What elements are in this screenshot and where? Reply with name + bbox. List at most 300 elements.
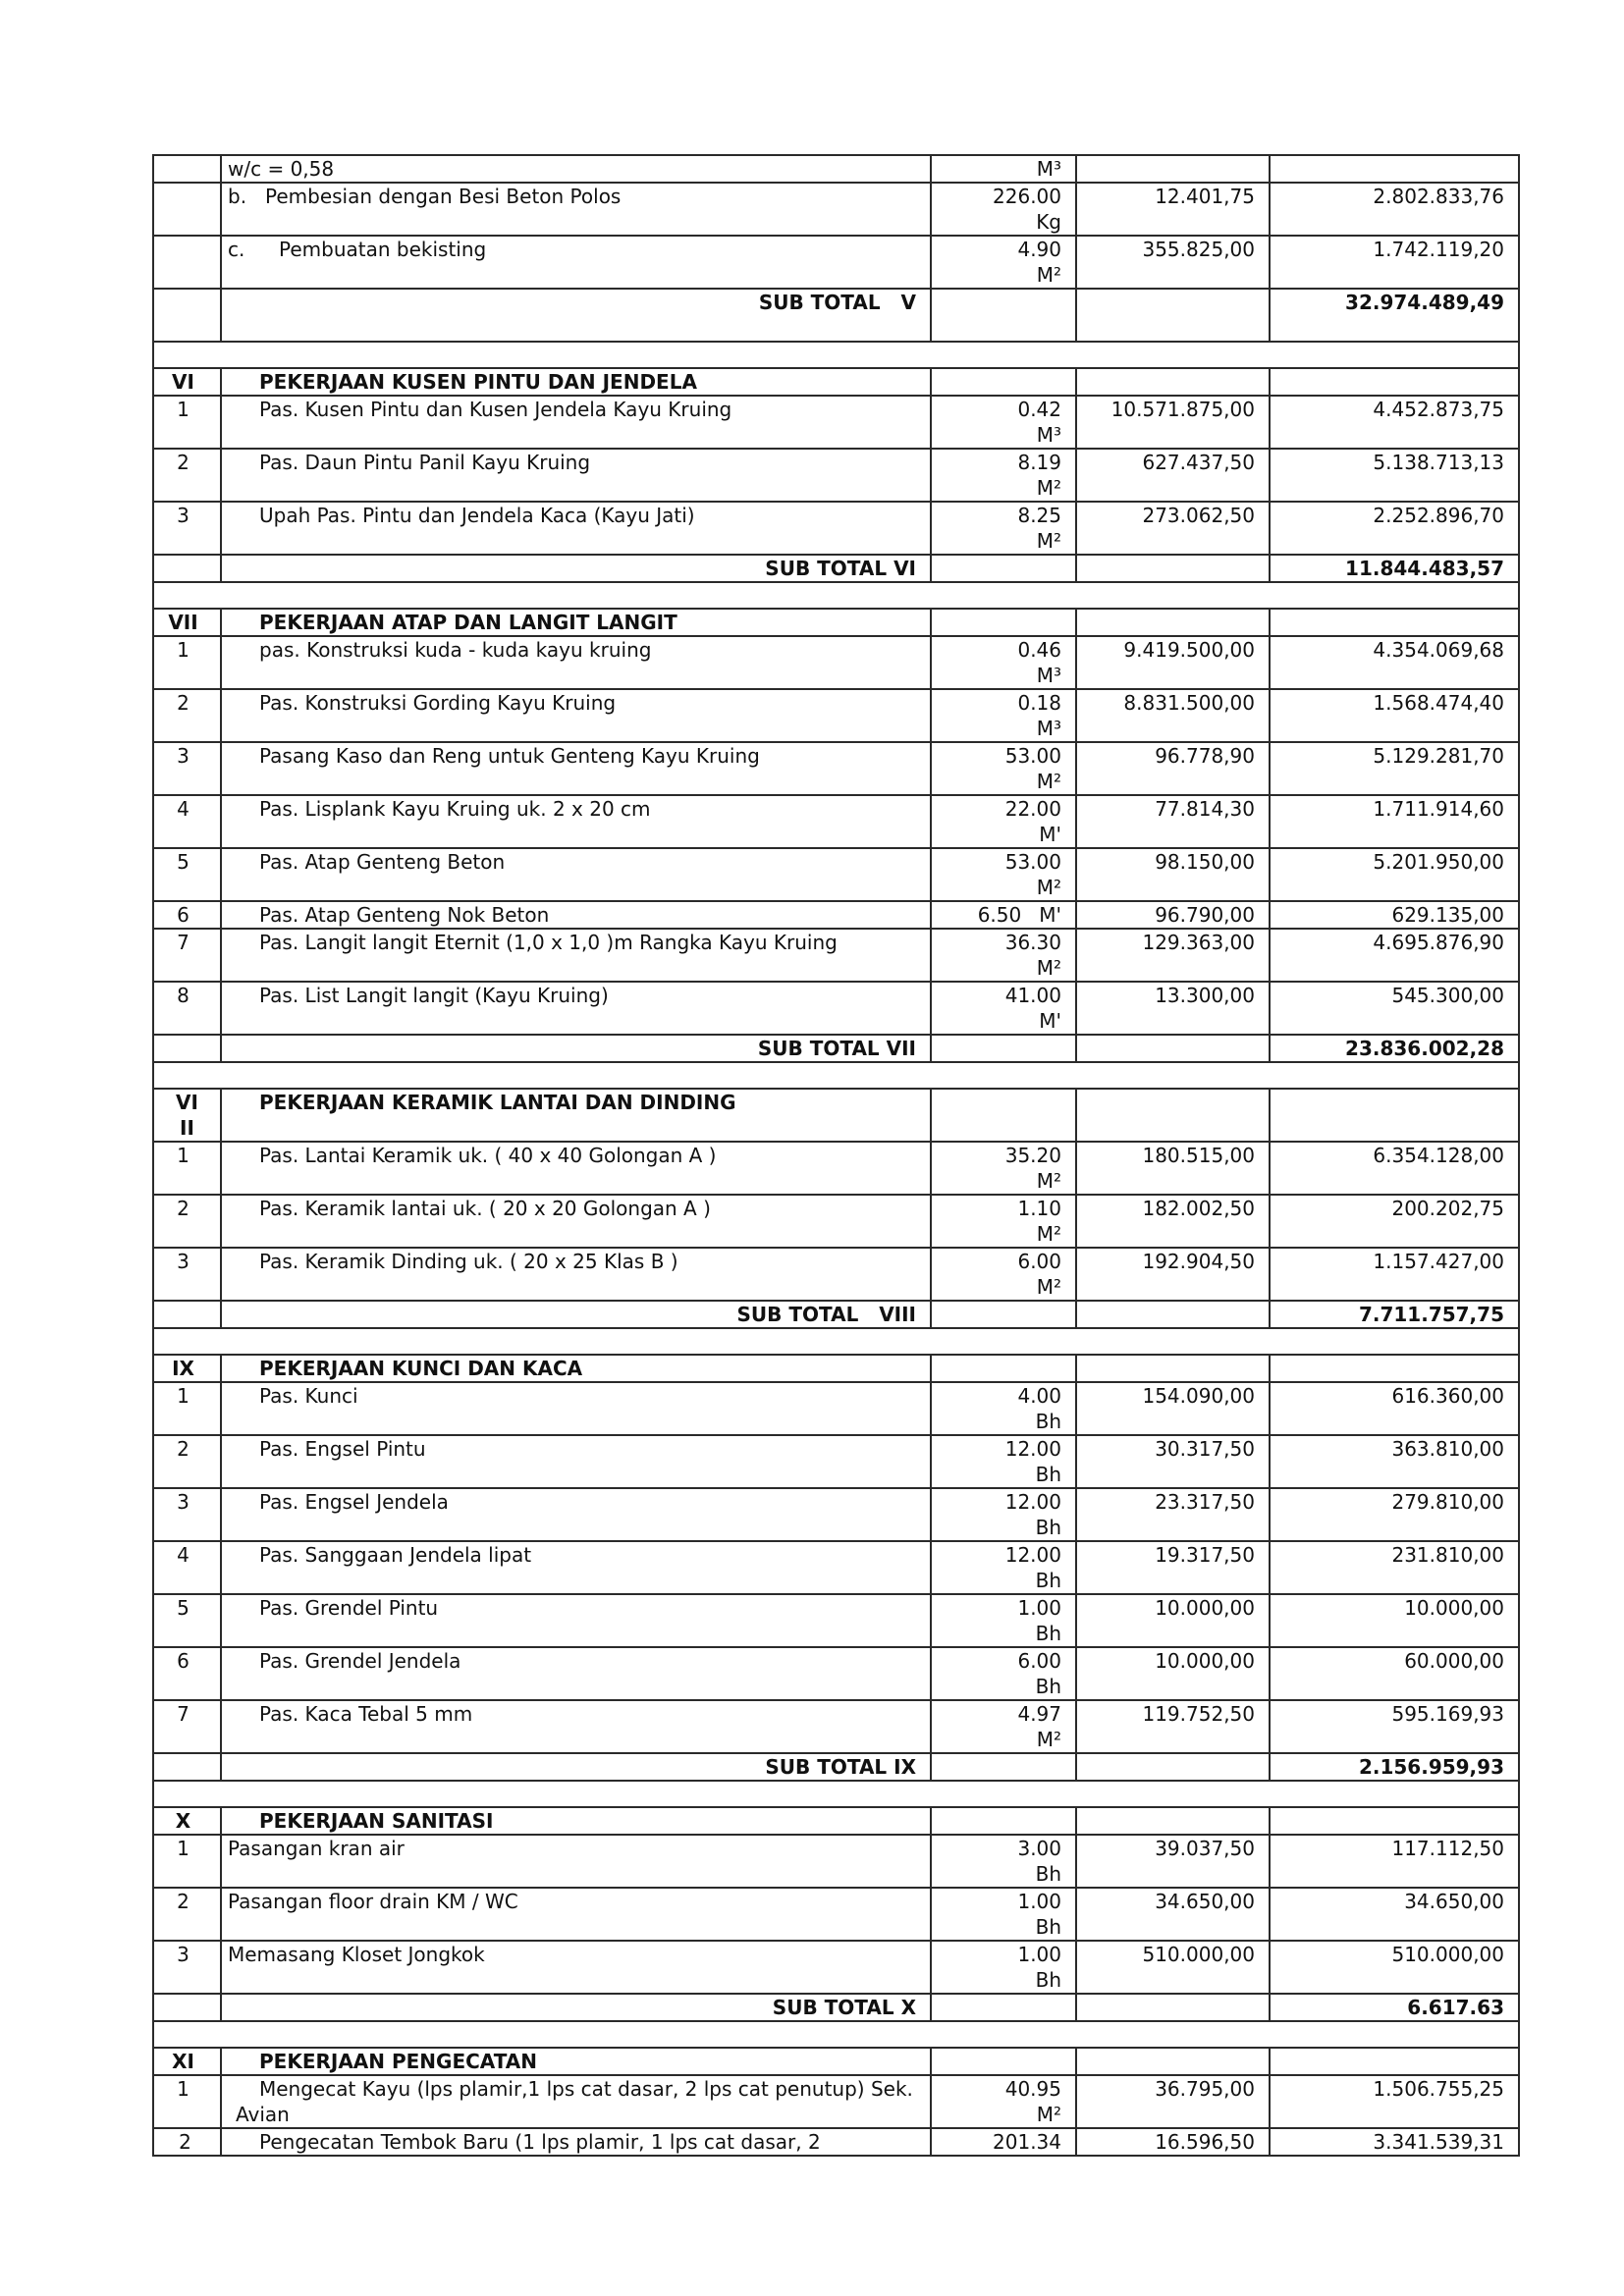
section-number: VIII [153, 1089, 221, 1142]
item-volume-value: 53.00 [1004, 850, 1061, 874]
empty-cell [931, 555, 1076, 582]
empty-cell [153, 1035, 221, 1062]
subtotal-row [153, 289, 1519, 342]
item-volume-value: 0.46 [1017, 638, 1061, 662]
item-volume [931, 449, 1076, 502]
item-number: 6 [153, 901, 221, 929]
subtotal-label: SUB TOTAL X [221, 1994, 931, 2021]
item-total: 10.000,00 [1270, 1594, 1519, 1647]
item-number: 7 [153, 1700, 221, 1753]
item-volume-value: 35.20 [1004, 1144, 1061, 1167]
item-total: 279.810,00 [1270, 1488, 1519, 1541]
empty-cell [931, 368, 1076, 396]
table-row [153, 183, 1519, 236]
subtotal-value: 7.711.757,75 [1270, 1301, 1519, 1328]
item-volume-value: 226.00 [993, 185, 1061, 208]
item-unit-price: 96.790,00 [1076, 901, 1270, 929]
item-volume [931, 1435, 1076, 1488]
empty-cell [1076, 1753, 1270, 1781]
empty-cell [1076, 1994, 1270, 2021]
section-header-row [153, 1355, 1519, 1382]
empty-cell [1076, 1089, 1270, 1142]
item-total: 545.300,00 [1270, 982, 1519, 1035]
item-unit-price: 192.904,50 [1076, 1248, 1270, 1301]
item-unit-price: 154.090,00 [1076, 1382, 1270, 1435]
empty-cell [153, 289, 221, 342]
item-total [1270, 155, 1519, 183]
item-volume-value: 12.00 [1004, 1543, 1061, 1567]
item-number: 2 [153, 1195, 221, 1248]
item-description: Pas. Engsel Jendela [221, 1488, 931, 1541]
item-total: 5.138.713,13 [1270, 449, 1519, 502]
empty-cell [1076, 1355, 1270, 1382]
item-unit: M² [1036, 1222, 1061, 1246]
empty-cell [931, 609, 1076, 636]
item-number: 3 [153, 742, 221, 795]
item-total: 34.650,00 [1270, 1888, 1519, 1941]
item-unit: M² [1036, 1728, 1061, 1751]
table-row [153, 1594, 1519, 1647]
item-volume-value: 4.97 [1017, 1702, 1061, 1726]
item-unit: M³ [1036, 717, 1061, 740]
table-row [153, 1941, 1519, 1994]
spacer-row [153, 342, 1519, 368]
item-volume-value: 201.34 [993, 2130, 1061, 2154]
item-description: Pas. Langit langit Eternit (1,0 x 1,0 )m Rangka Kayu Kruing [221, 929, 931, 982]
table-row [153, 929, 1519, 982]
item-number: 1 [153, 2075, 221, 2128]
subtotal-value: 6.617.63 [1270, 1994, 1519, 2021]
item-unit: M' [1039, 823, 1061, 846]
empty-cell [1270, 2048, 1519, 2075]
table-row [153, 155, 1519, 183]
item-number: 2 [153, 1435, 221, 1488]
item-volume [931, 795, 1076, 848]
item-volume-value: 6.50 [977, 903, 1022, 927]
item-volume-value: 1.00 [1017, 1890, 1061, 1913]
item-volume-value: 4.90 [1017, 238, 1061, 261]
item-volume [931, 929, 1076, 982]
item-unit-price: 39.037,50 [1076, 1835, 1270, 1888]
section-number: VII [153, 609, 221, 636]
item-description: pas. Konstruksi kuda - kuda kayu kruing [221, 636, 931, 689]
item-unit-price: 34.650,00 [1076, 1888, 1270, 1941]
empty-cell [931, 1355, 1076, 1382]
item-description [221, 183, 931, 236]
item-unit: Kg [1036, 210, 1061, 234]
item-unit-price [1076, 155, 1270, 183]
item-unit-price: 10.000,00 [1076, 1594, 1270, 1647]
item-unit: M² [1036, 1169, 1061, 1193]
item-unit-price: 96.778,90 [1076, 742, 1270, 795]
item-unit-price: 129.363,00 [1076, 929, 1270, 982]
item-volume [931, 636, 1076, 689]
subtotal-label: SUB TOTAL VII [221, 1035, 931, 1062]
empty-cell [931, 2048, 1076, 2075]
item-volume-value: 22.00 [1004, 797, 1061, 821]
table-row [153, 742, 1519, 795]
item-number: 2 [153, 689, 221, 742]
empty-cell [1270, 1807, 1519, 1835]
item-number: 4 [153, 795, 221, 848]
empty-cell [153, 555, 221, 582]
item-volume [931, 183, 1076, 236]
item-number: 2 [153, 449, 221, 502]
table-row [153, 1700, 1519, 1753]
item-volume [931, 689, 1076, 742]
empty-cell [1076, 1807, 1270, 1835]
item-volume-value: 36.30 [1004, 931, 1061, 954]
item-unit: Bh [1035, 1463, 1061, 1486]
item-volume [931, 982, 1076, 1035]
section-title: PEKERJAAN KUNCI DAN KACA [221, 1355, 931, 1382]
item-total: 6.354.128,00 [1270, 1142, 1519, 1195]
empty-cell [1270, 1089, 1519, 1142]
item-description: Pas. Kusen Pintu dan Kusen Jendela Kayu Kruing [221, 396, 931, 449]
table-row [153, 795, 1519, 848]
empty-cell [1270, 368, 1519, 396]
item-total: 5.129.281,70 [1270, 742, 1519, 795]
item-volume [931, 1647, 1076, 1700]
item-unit: Bh [1035, 1862, 1061, 1886]
empty-cell [931, 1301, 1076, 1328]
item-unit-price: 36.795,00 [1076, 2075, 1270, 2128]
item-unit-price: 12.401,75 [1076, 183, 1270, 236]
item-description: Pas. Kunci [221, 1382, 931, 1435]
item-volume [931, 1488, 1076, 1541]
empty-cell [931, 1035, 1076, 1062]
item-description: Mengecat Kayu (lps plamir,1 lps cat dasar, 2 lps cat penutup) Sek. Avian [221, 2075, 931, 2128]
item-number: 1 [153, 636, 221, 689]
item-volume [931, 2128, 1076, 2156]
item-unit-price: 30.317,50 [1076, 1435, 1270, 1488]
item-volume [931, 1541, 1076, 1594]
item-volume-value: 8.25 [1017, 504, 1061, 527]
item-unit-price: 13.300,00 [1076, 982, 1270, 1035]
table-row [153, 1142, 1519, 1195]
item-unit: M' [1039, 903, 1061, 927]
table-row [153, 1382, 1519, 1435]
subtotal-value: 11.844.483,57 [1270, 555, 1519, 582]
item-number [153, 236, 221, 289]
table-row [153, 2128, 1519, 2156]
item-total: 60.000,00 [1270, 1647, 1519, 1700]
item-description: Pas. Atap Genteng Nok Beton [221, 901, 931, 929]
section-header-row [153, 368, 1519, 396]
item-volume-value: 0.18 [1017, 691, 1061, 715]
item-description: Pas. Atap Genteng Beton [221, 848, 931, 901]
empty-cell [931, 1753, 1076, 1781]
item-description: w/c = 0,58 [221, 155, 931, 183]
item-number: 7 [153, 929, 221, 982]
item-description: Memasang Kloset Jongkok [221, 1941, 931, 1994]
table-row [153, 236, 1519, 289]
section-title: PEKERJAAN KERAMIK LANTAI DAN DINDING [221, 1089, 931, 1142]
table-row [153, 1435, 1519, 1488]
subtotal-row [153, 1994, 1519, 2021]
item-number: 8 [153, 982, 221, 1035]
item-number: 3 [153, 502, 221, 555]
item-number: 1 [153, 1835, 221, 1888]
item-unit: Bh [1035, 1569, 1061, 1592]
item-total: 1.157.427,00 [1270, 1248, 1519, 1301]
item-volume-value: 6.00 [1017, 1649, 1061, 1673]
section-number: IX [153, 1355, 221, 1382]
item-total: 510.000,00 [1270, 1941, 1519, 1994]
item-total: 1.742.119,20 [1270, 236, 1519, 289]
table-row [153, 2075, 1519, 2128]
empty-cell [1076, 1301, 1270, 1328]
item-volume [931, 1888, 1076, 1941]
item-unit-price: 627.437,50 [1076, 449, 1270, 502]
empty-cell [1076, 555, 1270, 582]
table-row [153, 901, 1519, 929]
item-description-text: Pembesian dengan Besi Beton Polos [265, 185, 622, 208]
item-unit: Bh [1035, 1968, 1061, 1992]
item-unit: M² [1036, 956, 1061, 980]
item-unit: M² [1036, 1275, 1061, 1299]
item-description: Pas. List Langit langit (Kayu Kruing) [221, 982, 931, 1035]
item-total: 363.810,00 [1270, 1435, 1519, 1488]
item-unit-price: 77.814,30 [1076, 795, 1270, 848]
section-title: PEKERJAAN SANITASI [221, 1807, 931, 1835]
item-total: 2.802.833,76 [1270, 183, 1519, 236]
subtotal-value: 2.156.959,93 [1270, 1753, 1519, 1781]
empty-cell [1076, 1035, 1270, 1062]
item-volume [931, 1941, 1076, 1994]
item-description: Pengecatan Tembok Baru (1 lps plamir, 1 lps cat dasar, 2 [221, 2128, 931, 2156]
item-volume [931, 2075, 1076, 2128]
item-volume [931, 155, 1076, 183]
item-volume [931, 1594, 1076, 1647]
subtotal-value: 32.974.489,49 [1270, 289, 1519, 342]
item-volume [931, 1700, 1076, 1753]
item-total: 4.452.873,75 [1270, 396, 1519, 449]
subtotal-row [153, 555, 1519, 582]
item-volume-value: 1.00 [1017, 1596, 1061, 1620]
item-description: Pas. Keramik lantai uk. ( 20 x 20 Golongan A ) [221, 1195, 931, 1248]
item-volume [931, 1382, 1076, 1435]
empty-cell [1270, 609, 1519, 636]
item-volume-value: 8.19 [1017, 451, 1061, 474]
item-unit-price: 119.752,50 [1076, 1700, 1270, 1753]
item-description: Pas. Kaca Tebal 5 mm [221, 1700, 931, 1753]
item-volume-value: 12.00 [1004, 1437, 1061, 1461]
empty-cell [153, 1781, 1519, 1807]
table-row [153, 636, 1519, 689]
item-unit-price: 273.062,50 [1076, 502, 1270, 555]
table-row [153, 1888, 1519, 1941]
item-volume [931, 848, 1076, 901]
item-total: 616.360,00 [1270, 1382, 1519, 1435]
table-row [153, 689, 1519, 742]
item-description: Pas. Konstruksi Gording Kayu Kruing [221, 689, 931, 742]
empty-cell [1076, 289, 1270, 342]
item-total: 231.810,00 [1270, 1541, 1519, 1594]
item-unit-price: 8.831.500,00 [1076, 689, 1270, 742]
item-number: 3 [153, 1941, 221, 1994]
item-unit-price: 16.596,50 [1076, 2128, 1270, 2156]
subtotal-label: SUB TOTAL VIII [221, 1301, 931, 1328]
table-row [153, 848, 1519, 901]
item-unit: M² [1036, 770, 1061, 793]
subtotal-label: SUB TOTAL V [221, 289, 931, 342]
empty-cell [153, 582, 1519, 609]
item-unit: M³ [1036, 157, 1061, 181]
item-description: Pasangan kran air [221, 1835, 931, 1888]
item-volume [931, 901, 1076, 929]
item-volume-value: 4.00 [1017, 1384, 1061, 1408]
item-volume-value: 12.00 [1004, 1490, 1061, 1514]
item-unit: M² [1036, 2103, 1061, 2126]
table-row [153, 1488, 1519, 1541]
item-total: 117.112,50 [1270, 1835, 1519, 1888]
item-number: 3 [153, 1488, 221, 1541]
item-unit: Bh [1035, 1675, 1061, 1698]
item-total: 1.568.474,40 [1270, 689, 1519, 742]
empty-cell [153, 342, 1519, 368]
item-description: Pas. Daun Pintu Panil Kayu Kruing [221, 449, 931, 502]
table-row [153, 1835, 1519, 1888]
section-header-row [153, 2048, 1519, 2075]
table-row [153, 396, 1519, 449]
item-number: 5 [153, 848, 221, 901]
item-total: 1.711.914,60 [1270, 795, 1519, 848]
item-unit-price: 23.317,50 [1076, 1488, 1270, 1541]
empty-cell [1076, 609, 1270, 636]
item-description: Pas. Lantai Keramik uk. ( 40 x 40 Golongan A ) [221, 1142, 931, 1195]
table-row [153, 1647, 1519, 1700]
item-letter: c. [228, 238, 245, 261]
empty-cell [153, 1994, 221, 2021]
table-row [153, 1248, 1519, 1301]
item-unit-price: 98.150,00 [1076, 848, 1270, 901]
item-volume-value: 53.00 [1004, 744, 1061, 768]
item-description: Upah Pas. Pintu dan Jendela Kaca (Kayu Jati) [221, 502, 931, 555]
empty-cell [153, 1328, 1519, 1355]
item-total: 1.506.755,25 [1270, 2075, 1519, 2128]
item-description-text: Pembuatan bekisting [279, 238, 487, 261]
item-letter: b. [228, 185, 247, 208]
item-volume [931, 1835, 1076, 1888]
item-unit: M² [1036, 476, 1061, 500]
item-number: 6 [153, 1647, 221, 1700]
item-unit-price: 182.002,50 [1076, 1195, 1270, 1248]
item-description: Pasang Kaso dan Reng untuk Genteng Kayu Kruing [221, 742, 931, 795]
item-volume [931, 236, 1076, 289]
empty-cell [1076, 368, 1270, 396]
item-unit: M³ [1036, 423, 1061, 447]
sections-body [153, 368, 1519, 2156]
item-description: Pas. Keramik Dinding uk. ( 20 x 25 Klas B ) [221, 1248, 931, 1301]
item-volume [931, 502, 1076, 555]
item-description: Pas. Sanggaan Jendela lipat [221, 1541, 931, 1594]
item-unit: M³ [1036, 664, 1061, 687]
item-unit: Bh [1035, 1516, 1061, 1539]
subtotal-value: 23.836.002,28 [1270, 1035, 1519, 1062]
spacer-row [153, 2021, 1519, 2048]
spacer-row [153, 1062, 1519, 1089]
item-volume-value: 1.10 [1017, 1197, 1061, 1220]
item-total: 4.354.069,68 [1270, 636, 1519, 689]
item-number: 1 [153, 396, 221, 449]
spacer-row [153, 1781, 1519, 1807]
item-volume-value: 40.95 [1004, 2077, 1061, 2101]
item-volume-value: 41.00 [1004, 984, 1061, 1007]
item-unit-price: 9.419.500,00 [1076, 636, 1270, 689]
section-number: VI [153, 368, 221, 396]
item-volume-value: 1.00 [1017, 1943, 1061, 1966]
empty-cell [931, 1994, 1076, 2021]
item-number: 2 [153, 2128, 221, 2156]
empty-cell [1076, 2048, 1270, 2075]
item-description: Pasangan floor drain KM / WC [221, 1888, 931, 1941]
section-header-row [153, 1807, 1519, 1835]
item-volume-value: 6.00 [1017, 1250, 1061, 1273]
empty-cell [153, 2021, 1519, 2048]
item-unit-price: 19.317,50 [1076, 1541, 1270, 1594]
table-row [153, 1195, 1519, 1248]
item-unit: M² [1036, 876, 1061, 899]
item-total: 595.169,93 [1270, 1700, 1519, 1753]
item-total: 3.341.539,31 [1270, 2128, 1519, 2156]
item-unit: M' [1039, 1009, 1061, 1033]
empty-cell [931, 1807, 1076, 1835]
item-unit-price: 355.825,00 [1076, 236, 1270, 289]
section-number: X [153, 1807, 221, 1835]
item-number [153, 155, 221, 183]
item-volume-value: 0.42 [1017, 398, 1061, 421]
item-number: 1 [153, 1142, 221, 1195]
item-total: 629.135,00 [1270, 901, 1519, 929]
item-total: 5.201.950,00 [1270, 848, 1519, 901]
item-unit-price: 510.000,00 [1076, 1941, 1270, 1994]
section-title: PEKERJAAN PENGECATAN [221, 2048, 931, 2075]
empty-cell [931, 1089, 1076, 1142]
item-unit-price: 10.000,00 [1076, 1647, 1270, 1700]
item-number: 3 [153, 1248, 221, 1301]
empty-cell [153, 1753, 221, 1781]
item-total: 2.252.896,70 [1270, 502, 1519, 555]
item-volume [931, 1195, 1076, 1248]
item-total: 4.695.876,90 [1270, 929, 1519, 982]
section-number: XI [153, 2048, 221, 2075]
empty-cell [153, 1301, 221, 1328]
item-volume [931, 396, 1076, 449]
item-unit: Bh [1035, 1410, 1061, 1433]
item-volume [931, 1142, 1076, 1195]
item-total: 200.202,75 [1270, 1195, 1519, 1248]
item-number: 5 [153, 1594, 221, 1647]
item-number: 4 [153, 1541, 221, 1594]
item-number: 1 [153, 1382, 221, 1435]
item-unit: M² [1036, 529, 1061, 553]
item-description: Pas. Grendel Pintu [221, 1594, 931, 1647]
item-volume-value: 3.00 [1017, 1837, 1061, 1860]
empty-cell [1270, 1355, 1519, 1382]
table-row [153, 1541, 1519, 1594]
item-description: Pas. Grendel Jendela [221, 1647, 931, 1700]
item-number [153, 183, 221, 236]
subtotal-row [153, 1035, 1519, 1062]
spacer-row [153, 1328, 1519, 1355]
item-number: 2 [153, 1888, 221, 1941]
item-description: Pas. Engsel Pintu [221, 1435, 931, 1488]
section-title: PEKERJAAN ATAP DAN LANGIT LANGIT [221, 609, 931, 636]
cost-estimate-table [152, 154, 1520, 2157]
item-volume [931, 1248, 1076, 1301]
item-description [221, 236, 931, 289]
